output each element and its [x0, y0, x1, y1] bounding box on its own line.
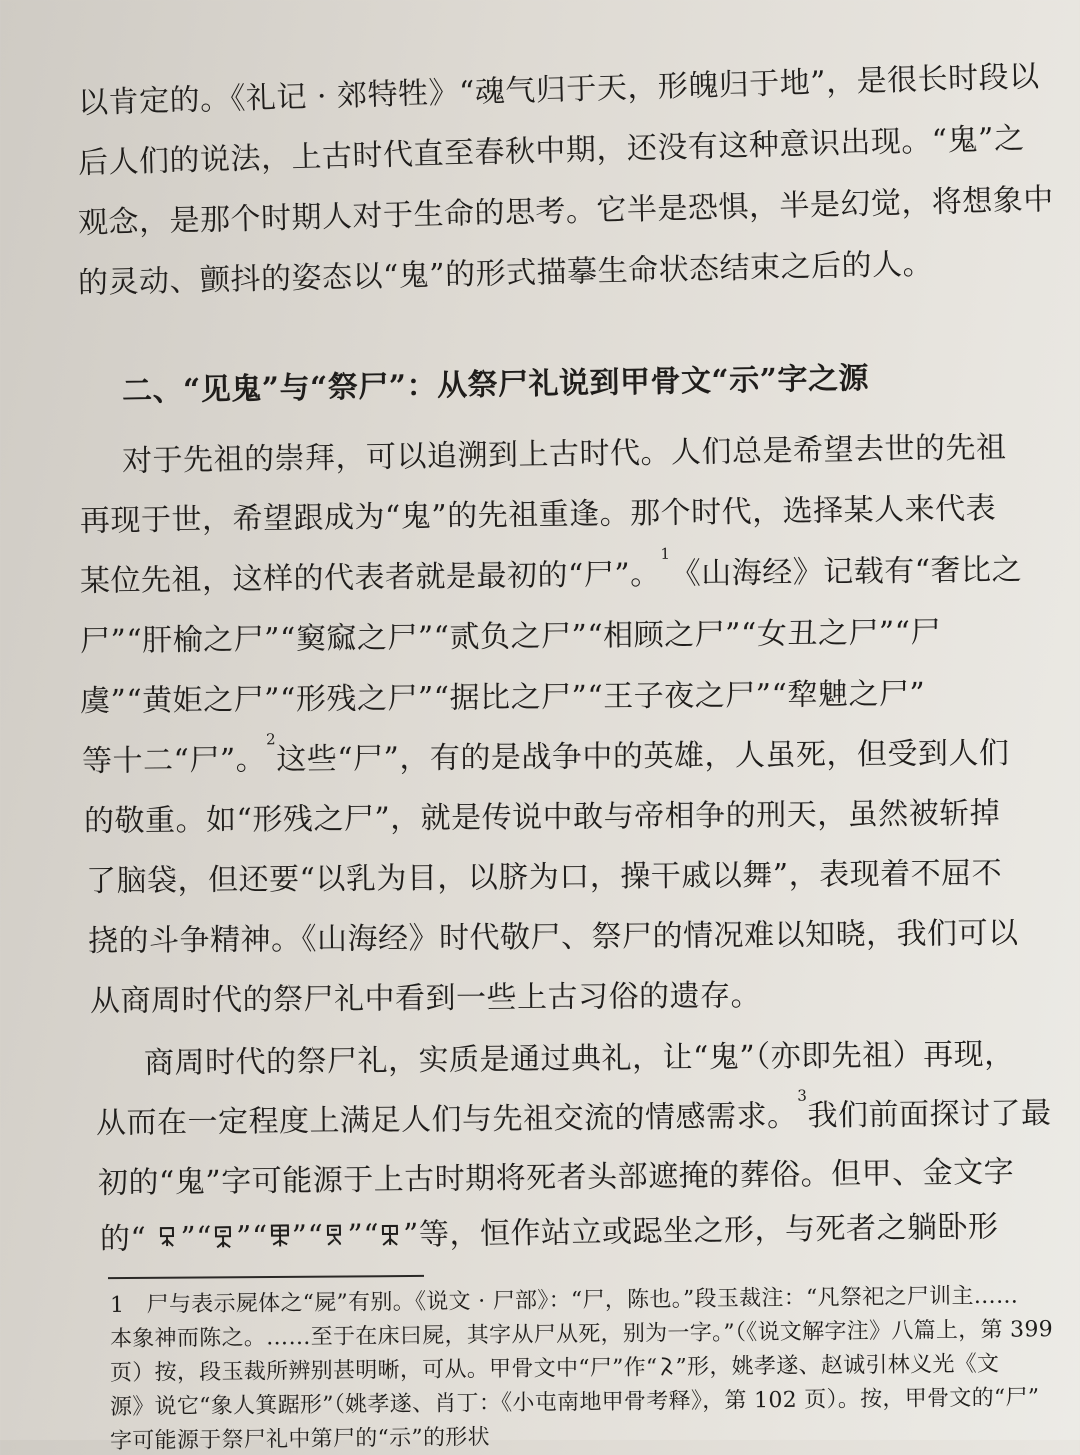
section-heading: 二、“见鬼”与“祭尸”：从祭尸礼说到甲骨文“示”字之源	[121, 360, 870, 409]
line-text: 等十二“尸”。	[81, 742, 267, 779]
footnote-line: 1 尸与表示屍体之“屍”有别。《说文 · 尸部》：“尸，陈也。”段玉裁注：“凡祭祀之尸训主……	[109, 1283, 1019, 1318]
line-text: 的“	[99, 1221, 147, 1257]
footnote-mark[interactable]: 1	[660, 544, 671, 563]
body-line: 了脑袋，但还要“以乳为目，以脐为口，操干戚以舞”，表现着不屈不	[85, 856, 1003, 899]
body-line	[80, 544, 1023, 600]
line-text: 我们前面探讨了最	[807, 1095, 1052, 1134]
body-line: 从商周时代的祭尸礼中看到一些上古习俗的遗存。	[89, 978, 762, 1019]
footnote-line: 本象神而陈之。……至于在床曰屍，其字从尸从死，别为一字。”（《说文解字注》八篇上，第 399	[109, 1317, 1054, 1352]
oracle-glyph-5-icon	[379, 1221, 403, 1249]
line-text: 这些“尸”，有的是战争中的英雄，人虽死，但受到人们	[276, 735, 1010, 778]
body-line: 尸”“肝榆之尸”“窫窳之尸”“贰负之尸”“相顾之尸”“女丑之尸”“尸	[79, 614, 942, 659]
body-line: 后人们的说法，上古时代直至春秋中期，还没有这种意识出现。“鬼”之	[77, 121, 1025, 181]
oracle-shi-glyph-icon	[657, 1355, 675, 1377]
line-text: 《山海经》记载有“奢比之	[670, 552, 1023, 592]
body-line	[96, 1088, 1052, 1142]
line-text: 从而在一定程度上满足人们与先祖交流的情感需求。	[95, 1098, 798, 1141]
body-line: 对于先祖的崇拜，可以追溯到上古时代。人们总是希望去世的先祖	[121, 430, 1007, 479]
oracle-glyph-3-icon	[268, 1222, 292, 1250]
body-line: 挠的斗争精神。《山海经》时代敬尸、祭尸的情况难以知晓，我们可以	[87, 915, 1019, 959]
footnote-mark[interactable]: 2	[265, 730, 277, 749]
footnote-divider	[108, 1275, 424, 1279]
oracle-glyph-4-icon	[323, 1222, 347, 1250]
line-text: 页）按，段玉裁所辨别甚明晰，可从。甲骨文中“尸”作“	[109, 1355, 658, 1386]
glyph-separator: ”“	[347, 1218, 380, 1254]
body-line: 的灵动、颤抖的姿态以“鬼”的形式描摹生命状态结束之后的人。	[77, 246, 934, 301]
oracle-glyph-2-icon	[212, 1223, 236, 1251]
footnote-mark[interactable]: 3	[797, 1086, 808, 1105]
glyph-separator: ”“	[235, 1219, 269, 1256]
body-line	[82, 728, 1010, 780]
body-line: 以肯定的。《礼记 · 郊特牲》“魂气归于天，形魄归于地”，是很长时段以	[77, 59, 1040, 121]
oracle-glyph-1-icon	[156, 1224, 180, 1252]
glyph-separator: ”“	[291, 1218, 324, 1255]
glyph-separator: ”“	[180, 1220, 213, 1256]
body-line: 再现于世，希望跟成为“鬼”的先祖重逢。那个时代，选择某人来代表	[79, 491, 997, 539]
footnote-line: 源》说它“象人箕踞形”（姚孝遂、肖丁：《小屯南地甲骨考释》，第 102 页）。按，甲骨文的“尸”	[109, 1385, 1040, 1420]
footnote-line	[110, 1347, 1000, 1387]
body-line: 的敬重。如“形残之尸”，就是传说中敢与帝相争的刑天，虽然被斩掉	[83, 796, 1001, 839]
body-line: 观念，是那个时期人对于生命的思考。它半是恐惧，半是幻觉，将想象中	[77, 182, 1055, 241]
body-line: 商周时代的祭尸礼，实质是通过典礼，让“鬼”（亦即先祖）再现，	[143, 1036, 1015, 1081]
body-line	[100, 1201, 999, 1258]
line-text: ”等，恒作站立或跽坐之形，与死者之躺卧形	[402, 1209, 999, 1253]
line-text: 某位先祖，这样的代表者就是最初的“尸”。	[79, 556, 661, 599]
body-line: 虞”“黄姖之尸”“形残之尸”“据比之尸”“王子夜之尸”“犂䰠之尸”	[79, 676, 926, 719]
body-line: 初的“鬼”字可能源于上古时期将死者头部遮掩的葬俗。但甲、金文字	[97, 1154, 1015, 1201]
line-text: ”形，姚孝遂、赵诚引林义光《文	[675, 1351, 1000, 1381]
footnote-line: 字可能源于祭尸礼中第尸的“示”的形状	[109, 1425, 491, 1454]
